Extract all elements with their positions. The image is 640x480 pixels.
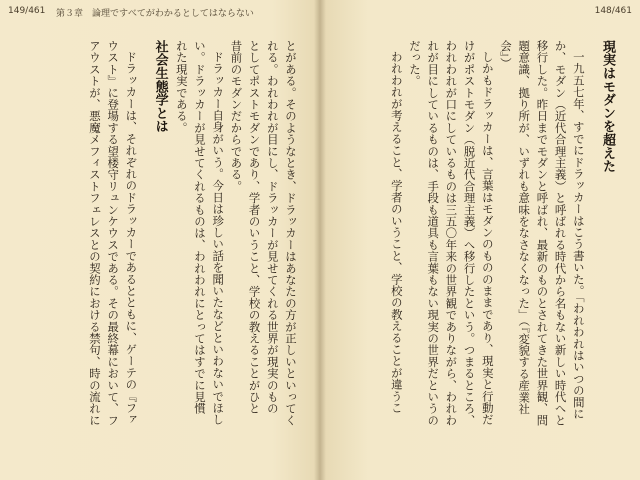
right-page-text xyxy=(334,40,620,440)
text-line: ウスト』に登場する望楼守リュンケウスである。その最終幕において、フ xyxy=(106,40,121,427)
text-line: 題意識、拠り所が、いずれも意味をなさなくなった」（『変貌する産業社 xyxy=(517,40,532,415)
text-line: 一九五七年、すでにドラッカーはこう書いた。「われわれはいつの間に xyxy=(571,51,586,421)
text-line: れた現実である。 xyxy=(174,40,189,134)
text-line: 移行した。昨日までモダンと呼ばれ、最新のものとされてきた世界観、問 xyxy=(535,40,550,427)
text-line: けがポストモダン（脱近代合理主義）へ移行したという。つまるところ、 xyxy=(462,40,477,427)
text-line: だった。 xyxy=(407,40,422,87)
text-line: れが目にしているものは、手段も道具も言葉もない現実の世界だというの xyxy=(426,40,441,427)
text-line: ドラッカーは、それぞれのドラッカーであるとともに、ゲーテの『ファ xyxy=(124,51,139,426)
text-line: 会』） xyxy=(498,40,513,70)
left-page-number: 149/461 xyxy=(8,6,46,16)
text-line: れる。われわれが目にし、ドラッカーが見せてくれる世界が現実のもの xyxy=(265,40,280,415)
text-line: 昔前のモダンだからである。 xyxy=(229,40,244,193)
book-spine xyxy=(314,0,326,480)
text-line: しかもドラッカーは、言葉はモダンのもののままであり、現実と行動だ xyxy=(480,51,495,426)
text-line: ドラッカー自身がいう。今日は珍しい話を聞いたなどといわないでほし xyxy=(211,51,226,426)
text-line: アウストが、悪魔メフィストフェレスとの契約における禁句、時の流れに xyxy=(87,40,102,427)
left-page-text xyxy=(6,40,300,440)
section-heading: 社会生態学とは xyxy=(152,40,168,134)
chapter-title: 第３章 論理ですべてがわかるとしてはならない xyxy=(56,9,254,19)
text-line: としてポストモダンであり、学者のいうこと、学校の教えることがひと xyxy=(247,40,262,415)
section-heading: 現実はモダンを超えた xyxy=(600,40,615,173)
text-line: われわれが口にしているものは三五〇年来の世界観でありながら、われわ xyxy=(444,40,459,427)
text-line: か、モダン（近代合理主義）と呼ばれる時代から名もない新しい時代へと xyxy=(553,40,568,427)
text-line: われわれが考えること、学者のいうこと、学校の教えることが違うこ xyxy=(389,51,404,415)
text-line: とがある。そのようなとき、ドラッカーはあなたの方が正しいといってく xyxy=(284,40,298,427)
text-line: い。ドラッカーが見せてくれるものは、われわれにとってはすでに見慣 xyxy=(192,40,207,415)
right-page-number: 148/461 xyxy=(594,6,632,16)
